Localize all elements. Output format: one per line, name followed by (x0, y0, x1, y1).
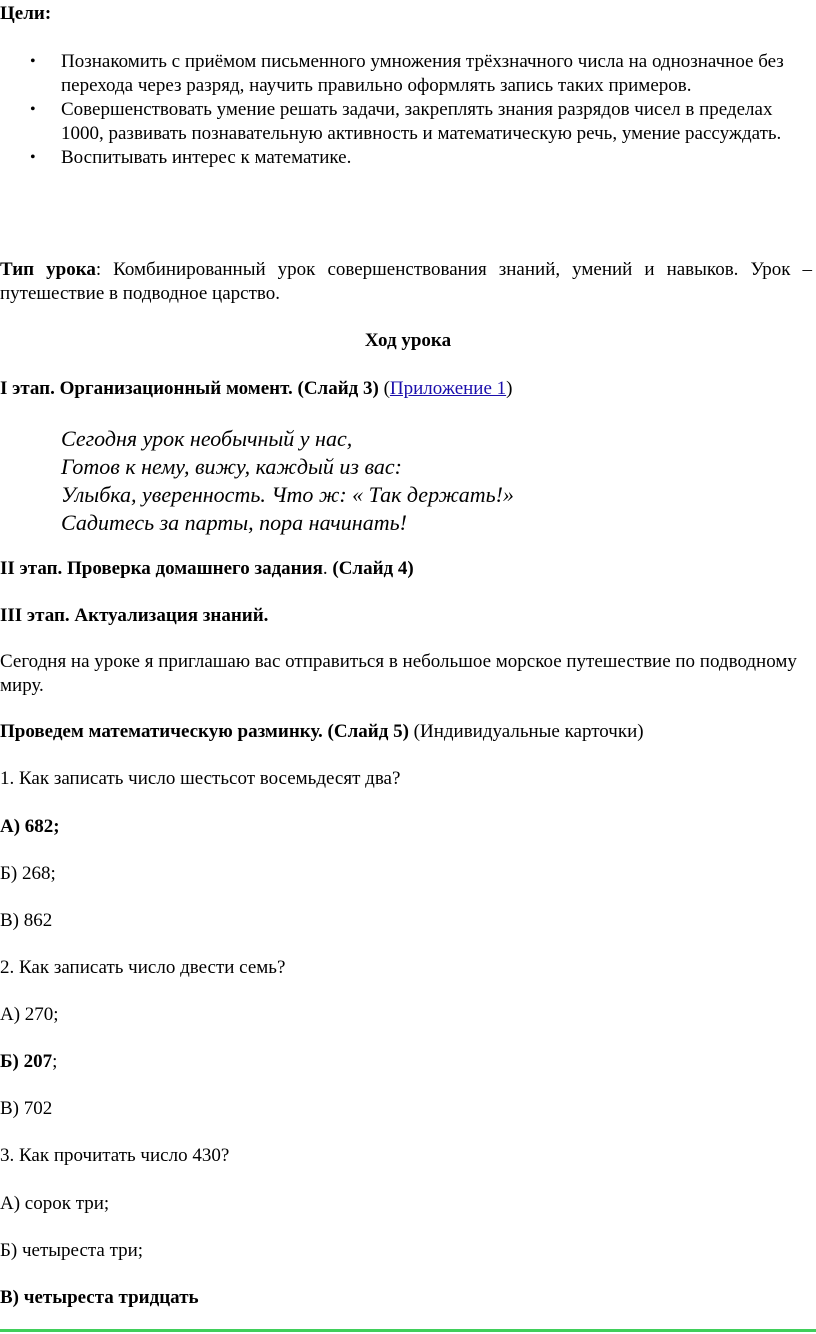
question-2: 2. Как записать число двести семь? (0, 957, 286, 978)
intro-paragraph: Сегодня на уроке я приглашаю вас отправиться в небольшое морское путешествие по подводному миру. (0, 651, 797, 696)
q2-answer-c: В) 702 (0, 1098, 53, 1119)
lesson-type-paragraph (0, 258, 812, 306)
goals-heading: Цели: (0, 3, 52, 24)
q2-answer-b-line (0, 1050, 812, 1074)
stage2-heading (0, 557, 812, 581)
stage2-slide: (Слайд 4) (327, 558, 414, 579)
q1-answer-b: Б) 268; (0, 863, 56, 884)
bullet-icon: • (30, 53, 36, 70)
stage1-open-paren: ( (378, 378, 390, 399)
stage1-close-paren: ) (506, 378, 513, 399)
appendix-link[interactable]: Приложение 1 (389, 378, 507, 399)
poem (61, 425, 514, 537)
goal-item (0, 146, 812, 170)
poem-line: Сегодня урок необычный у нас, (61, 426, 353, 451)
q3-answer-c: В) четыреста тридцать (0, 1287, 199, 1308)
stage3-heading: III этап. Актуализация знаний. (0, 605, 269, 626)
goals-list (0, 50, 812, 170)
question-3: 3. Как прочитать число 430? (0, 1145, 230, 1166)
q2-answer-b-suffix: ; (52, 1051, 58, 1072)
poem-line: Улыбка, уверенность. Что ж: « Так держать!» (61, 482, 514, 507)
warmup-title: Проведем математическую разминку. (Слайд 5) (0, 721, 409, 742)
q1-answer-a: А) 682; (0, 816, 60, 837)
course-title: Ход урока (364, 330, 452, 351)
lesson-type-text: : Комбинированный урок совершенствования знаний, умений и навыков. Урок – путешествие в подводное царство. (0, 259, 812, 304)
q1-answer-c: В) 862 (0, 910, 53, 931)
question-1: 1. Как записать число шестьсот восемьдесят два? (0, 768, 401, 789)
lesson-type-label: Тип урока (0, 259, 96, 280)
goal-text: Воспитывать интерес к математике. (61, 147, 352, 168)
q2-answer-b: Б) 207 (0, 1051, 53, 1072)
stage1-title: I этап. Организационный момент. (Слайд 3) (0, 378, 379, 399)
q2-answer-a: А) 270; (0, 1004, 59, 1025)
stage2-title: II этап. Проверка домашнего задания (0, 558, 323, 579)
stage2-dot: . (322, 558, 328, 579)
poem-line: Садитесь за парты, пора начинать! (61, 510, 407, 535)
q3-answer-b: Б) четыреста три; (0, 1240, 144, 1261)
q3-answer-a: А) сорок три; (0, 1193, 110, 1214)
goal-text: Совершенствовать умение решать задачи, закреплять знания разрядов чисел в пределах 1000, развивать познавательную активность и математическую речь, умение рассуждать. (61, 99, 782, 144)
page-bottom-divider (0, 1329, 816, 1332)
poem-line: Готов к нему, вижу, каждый из вас: (61, 454, 402, 479)
bullet-icon: • (30, 101, 36, 118)
goal-item (0, 98, 812, 146)
stage1-heading (0, 377, 812, 401)
bullet-icon: • (30, 149, 36, 166)
goal-text: Познакомить с приёмом письменного умножения трёхзначного числа на однозначное без перехода через разряд, научить правильно оформлять запись таких примеров. (61, 51, 784, 96)
goal-item (0, 50, 812, 98)
warmup-note: (Индивидуальные карточки) (408, 721, 644, 742)
warmup-heading (0, 720, 812, 744)
